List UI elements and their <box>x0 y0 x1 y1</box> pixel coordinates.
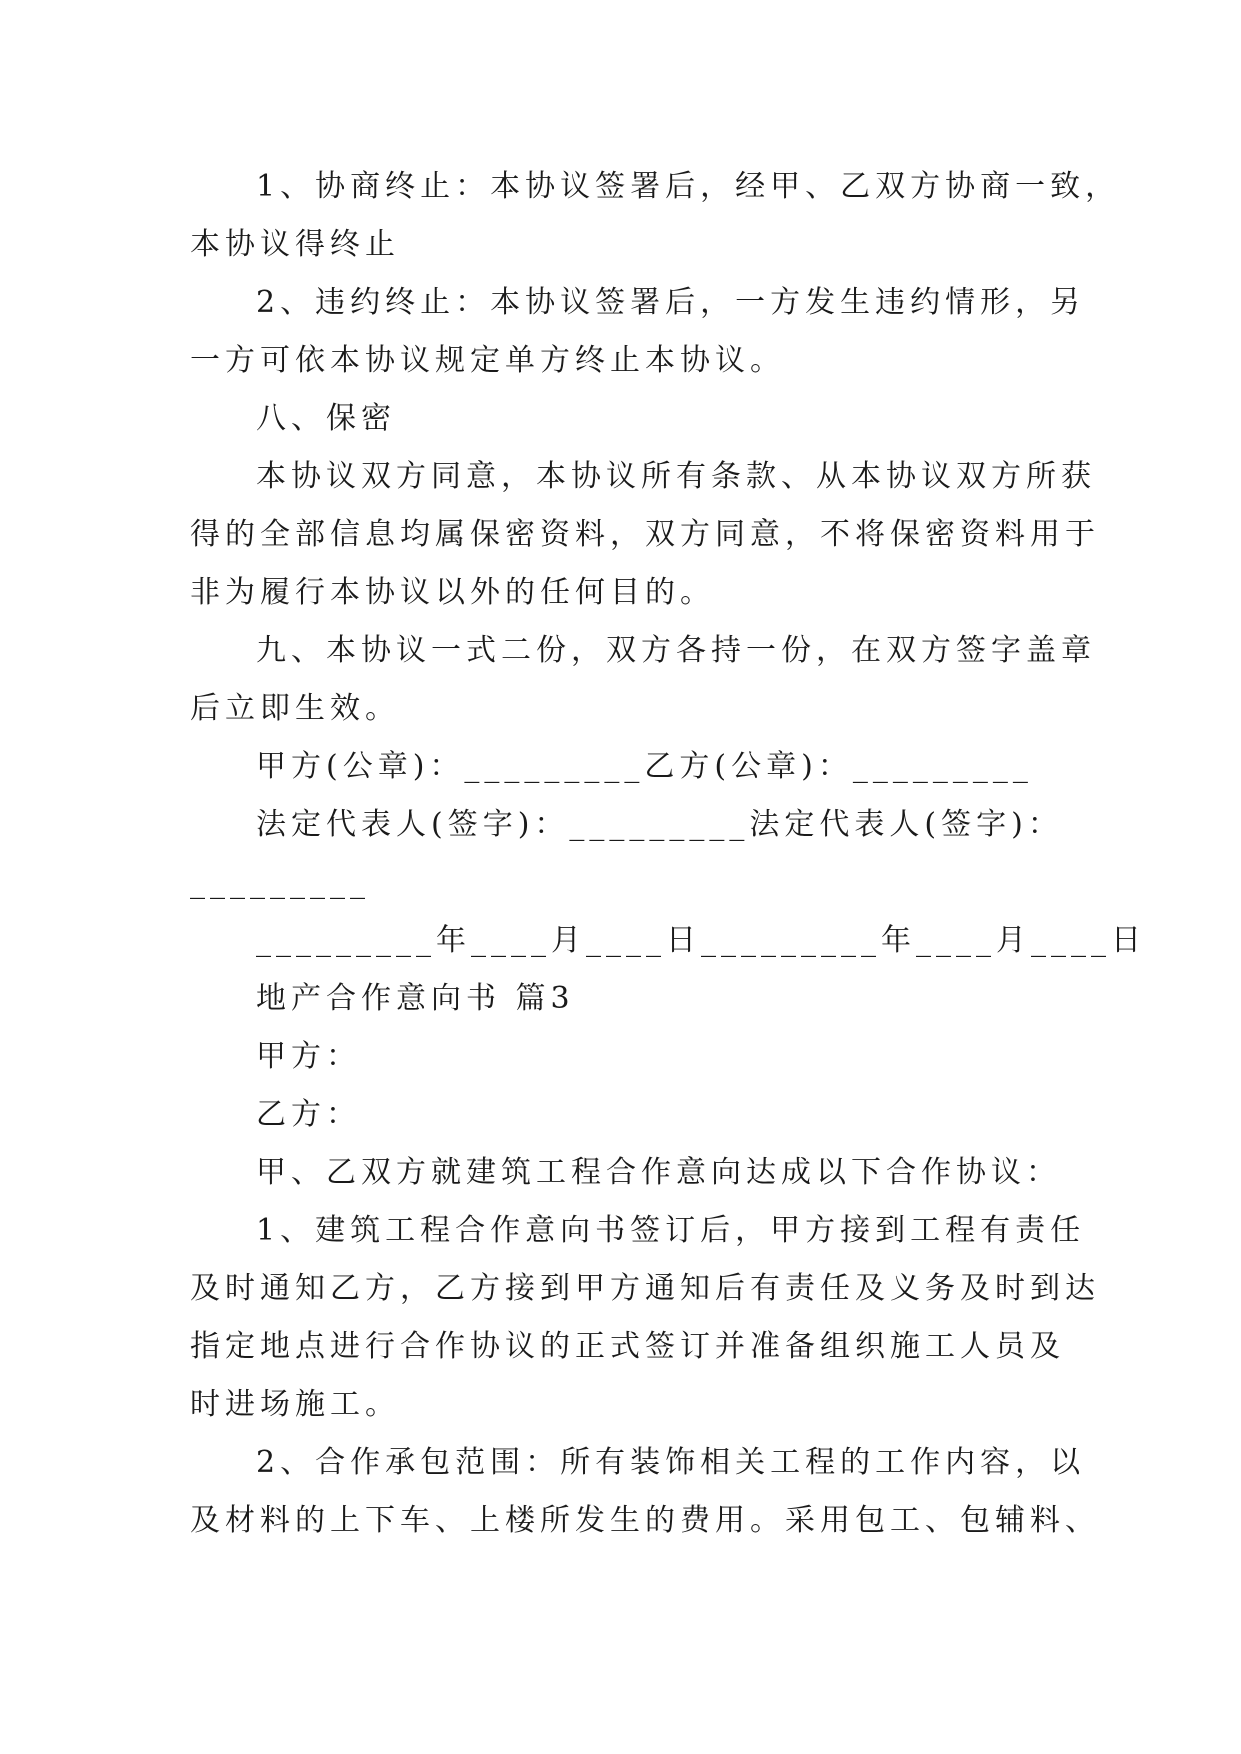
text-line: 1、建筑工程合作意向书签订后，甲方接到工程有责任 <box>256 1213 1086 1248</box>
text-line: 时进场施工。 <box>190 1387 400 1422</box>
text-line: 九、本协议一式二份，双方各持一份，在双方签字盖章 <box>256 633 1096 668</box>
party-a-label: 甲方： <box>256 1039 361 1074</box>
text-line: 得的全部信息均属保密资料，双方同意，不将保密资料用于 <box>190 517 1100 552</box>
date-line: _________年____月____日_________年____月____日 <box>256 923 1146 958</box>
text-line: 本协议得终止 <box>190 227 400 262</box>
text-line: 指定地点进行合作协议的正式签订并准备组织施工人员及 <box>190 1329 1065 1364</box>
signature-blank: _________ <box>190 865 370 900</box>
text-line: 非为履行本协议以外的任何目的。 <box>190 575 715 610</box>
text-line: 及材料的上下车、上楼所发生的费用。采用包工、包辅料、 <box>190 1503 1100 1538</box>
text-line: 2、合作承包范围：所有装饰相关工程的工作内容，以 <box>256 1445 1086 1480</box>
signature-line-seal: 甲方(公章)：_________乙方(公章)：_________ <box>256 749 1033 784</box>
text-line: 一方可依本协议规定单方终止本协议。 <box>190 343 785 378</box>
text-line: 后立即生效。 <box>190 691 400 726</box>
text-line: 甲、乙双方就建筑工程合作意向达成以下合作协议： <box>256 1155 1061 1190</box>
text-line: 及时通知乙方，乙方接到甲方通知后有责任及义务及时到达 <box>190 1271 1100 1306</box>
party-b-label: 乙方： <box>256 1097 361 1132</box>
text-line: 1、协商终止：本协议签署后，经甲、乙双方协商一致， <box>256 169 1121 204</box>
signature-line-representative: 法定代表人(签字)：_________法定代表人(签字)： <box>256 807 1063 842</box>
text-line: 2、违约终止：本协议签署后，一方发生违约情形，另 <box>256 285 1086 320</box>
section-heading: 八、保密 <box>256 401 396 436</box>
text-line: 本协议双方同意，本协议所有条款、从本协议双方所获 <box>256 459 1096 494</box>
section-title: 地产合作意向书 篇3 <box>256 981 575 1016</box>
